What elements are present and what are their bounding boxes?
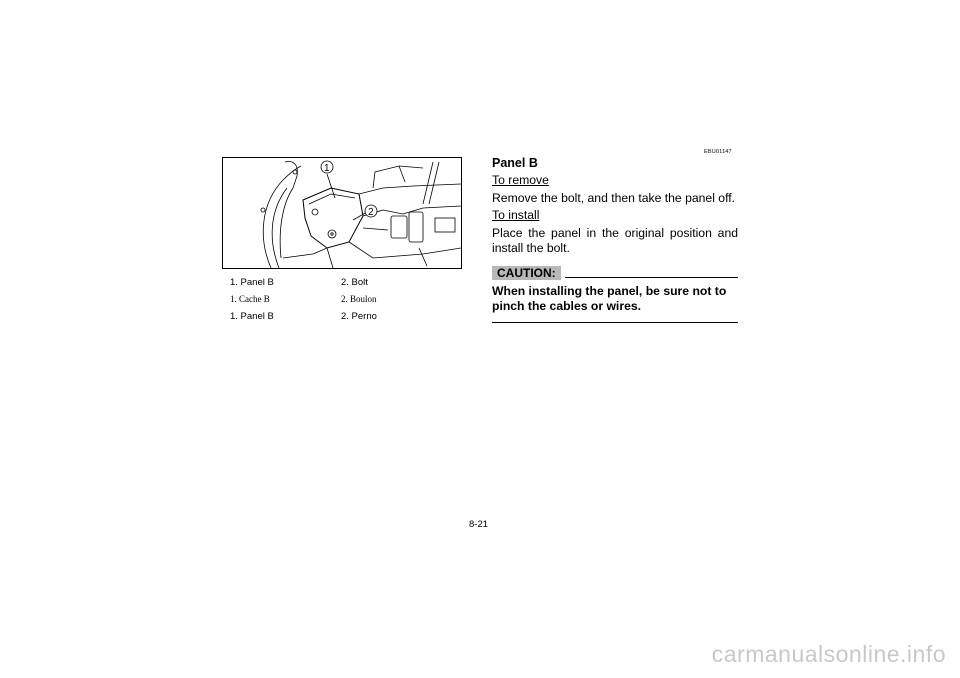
install-heading: To install [492,208,540,222]
page-number: 8-21 [469,519,489,530]
callout-1: 1 [324,163,330,174]
caution-label: CAUTION: [492,266,561,280]
caption-item: 1. Cache B [230,294,270,304]
section-title: Panel B [492,156,538,170]
caution-divider [565,277,738,278]
panel-b-section [492,155,738,323]
remove-instructions: Remove the bolt, and then take the panel off. [492,190,736,205]
caption-item: 2. Bolt [341,277,368,288]
panel-b-illustration [222,157,462,269]
caution-end-divider [492,322,738,323]
figure-captions [230,277,450,328]
caption-item: 2. Perno [341,311,377,322]
caption-row-spanish [230,311,450,328]
caution-header [492,266,738,280]
document-code: EBU01147 [704,149,732,155]
caption-row-english [230,277,450,294]
caption-item: 1. Panel B [230,311,274,322]
caption-row-french [230,294,450,311]
caption-item: 1. Panel B [230,277,274,288]
callout-2: 2 [368,207,374,218]
remove-heading: To remove [492,173,549,187]
install-instructions: Place the panel in the original position and install the bolt. [492,225,738,255]
watermark: carmanualsonline.info [711,641,946,667]
caption-item: 2. Boulon [341,294,377,304]
caution-text: When installing the panel, be sure not to pinch the cables or wires. [492,283,727,313]
